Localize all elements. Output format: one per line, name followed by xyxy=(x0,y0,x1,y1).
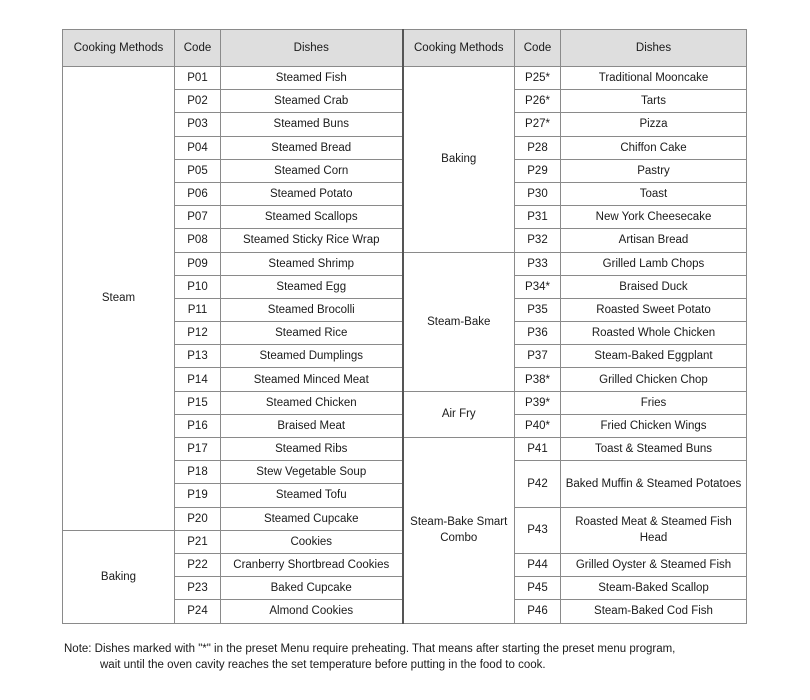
right-code-cell: P33 xyxy=(515,252,561,275)
left-dish-cell: Steamed Ribs xyxy=(221,438,403,461)
left-dish-cell: Baked Cupcake xyxy=(221,577,403,600)
right-code-cell: P29 xyxy=(515,159,561,182)
left-dish-cell: Braised Meat xyxy=(221,414,403,437)
right-code-cell: P41 xyxy=(515,438,561,461)
left-dish-cell: Steamed Corn xyxy=(221,159,403,182)
right-dish-cell: Pastry xyxy=(561,159,747,182)
left-code-cell: P02 xyxy=(175,90,221,113)
left-code-cell: P06 xyxy=(175,182,221,205)
left-dish-cell: Cookies xyxy=(221,530,403,553)
left-code-cell: P09 xyxy=(175,252,221,275)
left-code-cell: P12 xyxy=(175,322,221,345)
right-code-cell: P25* xyxy=(515,67,561,90)
right-code-cell: P26* xyxy=(515,90,561,113)
right-dish-cell: Roasted Meat & Steamed Fish Head xyxy=(561,507,747,553)
left-code-cell: P14 xyxy=(175,368,221,391)
header-dishes: Dishes xyxy=(561,30,747,67)
left-dish-cell: Steamed Bread xyxy=(221,136,403,159)
right-dish-cell: Roasted Whole Chicken xyxy=(561,322,747,345)
header-cooking-methods: Cooking Methods xyxy=(63,30,175,67)
left-dish-cell: Steamed Sticky Rice Wrap xyxy=(221,229,403,252)
left-code-cell: P19 xyxy=(175,484,221,507)
left-dish-cell: Almond Cookies xyxy=(221,600,403,623)
table-row xyxy=(63,67,747,90)
left-dish-cell: Steamed Cupcake xyxy=(221,507,403,530)
left-code-cell: P24 xyxy=(175,600,221,623)
left-code-cell: P11 xyxy=(175,298,221,321)
left-code-cell: P17 xyxy=(175,438,221,461)
left-dish-cell: Steamed Buns xyxy=(221,113,403,136)
left-code-cell: P15 xyxy=(175,391,221,414)
left-dish-cell: Steamed Chicken xyxy=(221,391,403,414)
left-dish-cell: Steamed Brocolli xyxy=(221,298,403,321)
right-code-cell: P40* xyxy=(515,414,561,437)
left-code-cell: P16 xyxy=(175,414,221,437)
right-code-cell: P27* xyxy=(515,113,561,136)
left-dish-cell: Steamed Crab xyxy=(221,90,403,113)
header-code: Code xyxy=(515,30,561,67)
left-code-cell: P20 xyxy=(175,507,221,530)
left-dish-cell: Cranberry Shortbread Cookies xyxy=(221,553,403,576)
right-dish-cell: Traditional Mooncake xyxy=(561,67,747,90)
left-dish-cell: Steamed Egg xyxy=(221,275,403,298)
left-code-cell: P23 xyxy=(175,577,221,600)
right-dish-cell: Toast & Steamed Buns xyxy=(561,438,747,461)
left-dish-cell: Steamed Scallops xyxy=(221,206,403,229)
right-code-cell: P46 xyxy=(515,600,561,623)
right-code-cell: P45 xyxy=(515,577,561,600)
right-dish-cell: Steam-Baked Scallop xyxy=(561,577,747,600)
right-dish-cell: Fried Chicken Wings xyxy=(561,414,747,437)
right-code-cell: P42 xyxy=(515,461,561,507)
right-dish-cell: Grilled Lamb Chops xyxy=(561,252,747,275)
right-code-cell: P30 xyxy=(515,182,561,205)
right-code-cell: P31 xyxy=(515,206,561,229)
left-dish-cell: Steamed Tofu xyxy=(221,484,403,507)
left-dish-cell: Steamed Minced Meat xyxy=(221,368,403,391)
right-code-cell: P32 xyxy=(515,229,561,252)
right-code-cell: P34* xyxy=(515,275,561,298)
header-cooking-methods: Cooking Methods xyxy=(403,30,515,67)
left-code-cell: P22 xyxy=(175,553,221,576)
left-code-cell: P05 xyxy=(175,159,221,182)
right-code-cell: P36 xyxy=(515,322,561,345)
right-dish-cell: Grilled Chicken Chop xyxy=(561,368,747,391)
left-method-cell: Steam xyxy=(63,67,175,531)
right-method-cell: Baking xyxy=(403,67,515,253)
left-code-cell: P13 xyxy=(175,345,221,368)
left-dish-cell: Steamed Rice xyxy=(221,322,403,345)
right-code-cell: P39* xyxy=(515,391,561,414)
right-code-cell: P38* xyxy=(515,368,561,391)
right-dish-cell: New York Cheesecake xyxy=(561,206,747,229)
header-row xyxy=(63,30,747,67)
right-dish-cell: Toast xyxy=(561,182,747,205)
left-code-cell: P10 xyxy=(175,275,221,298)
left-dish-cell: Steamed Fish xyxy=(221,67,403,90)
left-code-cell: P18 xyxy=(175,461,221,484)
right-dish-cell: Pizza xyxy=(561,113,747,136)
left-code-cell: P01 xyxy=(175,67,221,90)
note-line-2: wait until the oven cavity reaches the set temperature before putting in the food to cook. xyxy=(100,659,546,671)
right-method-cell: Air Fry xyxy=(403,391,515,437)
right-code-cell: P28 xyxy=(515,136,561,159)
right-dish-cell: Baked Muffin & Steamed Potatoes xyxy=(561,461,747,507)
preheat-note xyxy=(64,641,764,673)
right-dish-cell: Steam-Baked Cod Fish xyxy=(561,600,747,623)
right-dish-cell: Tarts xyxy=(561,90,747,113)
right-dish-cell: Roasted Sweet Potato xyxy=(561,298,747,321)
left-dish-cell: Steamed Potato xyxy=(221,182,403,205)
right-code-cell: P35 xyxy=(515,298,561,321)
note-line-1: Note: Dishes marked with "*" in the preset Menu require preheating. That means after starting the preset menu program, xyxy=(64,643,676,655)
preset-menu-table xyxy=(62,29,747,624)
left-dish-cell: Steamed Dumplings xyxy=(221,345,403,368)
right-method-cell: Steam-Bake xyxy=(403,252,515,391)
right-code-cell: P44 xyxy=(515,553,561,576)
left-code-cell: P03 xyxy=(175,113,221,136)
right-dish-cell: Braised Duck xyxy=(561,275,747,298)
right-dish-cell: Grilled Oyster & Steamed Fish xyxy=(561,553,747,576)
right-method-cell: Steam-Bake Smart Combo xyxy=(403,438,515,624)
left-dish-cell: Steamed Shrimp xyxy=(221,252,403,275)
left-code-cell: P21 xyxy=(175,530,221,553)
right-dish-cell: Chiffon Cake xyxy=(561,136,747,159)
right-code-cell: P43 xyxy=(515,507,561,553)
left-dish-cell: Stew Vegetable Soup xyxy=(221,461,403,484)
left-code-cell: P08 xyxy=(175,229,221,252)
right-dish-cell: Artisan Bread xyxy=(561,229,747,252)
header-code: Code xyxy=(175,30,221,67)
right-code-cell: P37 xyxy=(515,345,561,368)
right-dish-cell: Steam-Baked Eggplant xyxy=(561,345,747,368)
right-dish-cell: Fries xyxy=(561,391,747,414)
left-code-cell: P04 xyxy=(175,136,221,159)
left-method-cell: Baking xyxy=(63,530,175,623)
header-dishes: Dishes xyxy=(221,30,403,67)
left-code-cell: P07 xyxy=(175,206,221,229)
table-body xyxy=(63,67,747,624)
